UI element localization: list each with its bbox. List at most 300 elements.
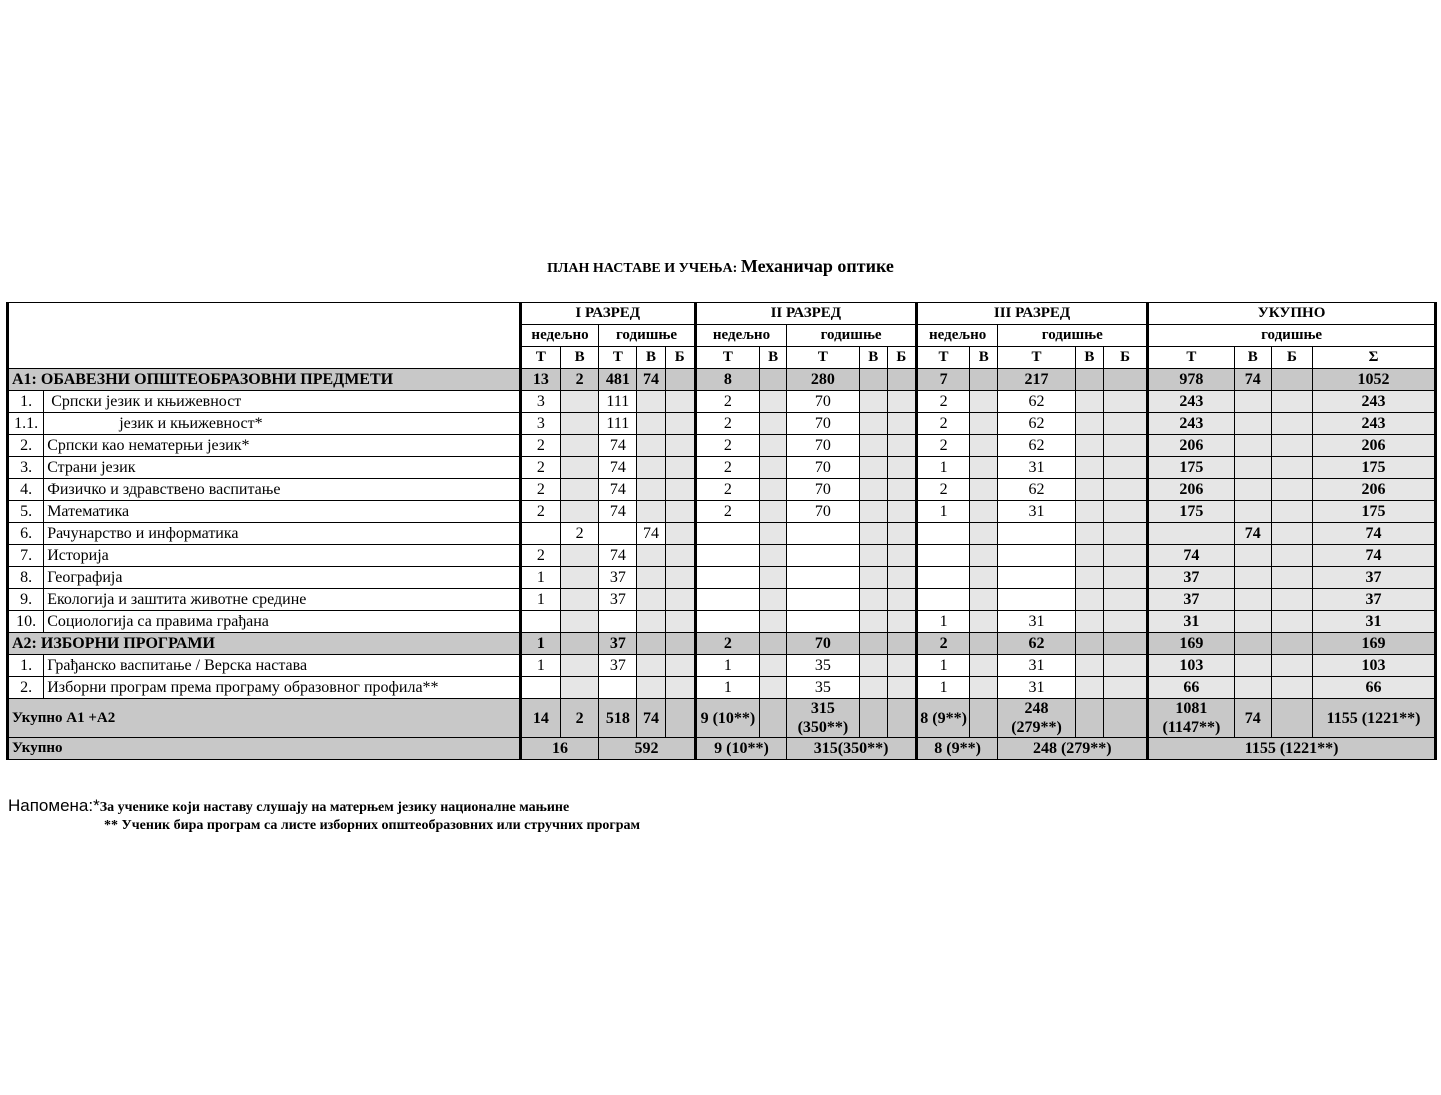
overall-total: 1155 (1221**) bbox=[1148, 738, 1436, 760]
value-cell bbox=[1234, 501, 1271, 523]
value-cell: 206 bbox=[1148, 435, 1234, 457]
value-cell bbox=[887, 545, 916, 567]
value-cell bbox=[561, 435, 599, 457]
value-cell bbox=[1075, 501, 1103, 523]
section-value bbox=[561, 633, 599, 655]
value-cell bbox=[561, 655, 599, 677]
value-cell bbox=[1103, 677, 1147, 699]
value-cell: 1 bbox=[916, 611, 969, 633]
value-cell bbox=[1075, 391, 1103, 413]
subject-name: Рачунарство и информатика bbox=[44, 523, 521, 545]
value-cell bbox=[637, 655, 665, 677]
value-cell: 1 bbox=[916, 457, 969, 479]
grand-total-row bbox=[8, 738, 1436, 760]
value-cell: 70 bbox=[787, 435, 859, 457]
total-value: 1081 (1147**) bbox=[1148, 699, 1234, 738]
header-weekly: недељно bbox=[916, 325, 997, 347]
value-cell bbox=[1075, 413, 1103, 435]
value-cell: 2 bbox=[916, 479, 969, 501]
value-cell bbox=[760, 655, 787, 677]
value-cell bbox=[1103, 457, 1147, 479]
value-cell bbox=[1234, 457, 1271, 479]
value-cell: 2 bbox=[520, 545, 560, 567]
table-row bbox=[8, 611, 1436, 633]
table-row bbox=[8, 545, 1436, 567]
value-cell bbox=[665, 655, 695, 677]
value-cell: 243 bbox=[1148, 391, 1234, 413]
value-cell bbox=[665, 545, 695, 567]
total-value: 74 bbox=[1234, 699, 1271, 738]
total-value bbox=[1075, 699, 1103, 738]
value-cell bbox=[695, 567, 759, 589]
header-yearly: годишње bbox=[599, 325, 696, 347]
header-yearly: годишње bbox=[787, 325, 917, 347]
value-cell: 2 bbox=[695, 435, 759, 457]
value-cell bbox=[970, 677, 998, 699]
value-cell bbox=[561, 589, 599, 611]
header-v: В bbox=[859, 347, 887, 369]
section-value: 2 bbox=[916, 633, 969, 655]
total-value bbox=[970, 699, 998, 738]
value-cell bbox=[695, 523, 759, 545]
value-cell: 37 bbox=[1313, 589, 1436, 611]
header-sum: Σ bbox=[1313, 347, 1436, 369]
header-b: Б bbox=[665, 347, 695, 369]
table-row bbox=[8, 391, 1436, 413]
total-value: 9 (10**) bbox=[695, 699, 759, 738]
grade3-yearly-total: 248 (279**) bbox=[998, 738, 1148, 760]
table-row bbox=[8, 479, 1436, 501]
section-value: 74 bbox=[637, 369, 665, 391]
value-cell bbox=[887, 479, 916, 501]
value-cell bbox=[1103, 413, 1147, 435]
header-t: Т bbox=[998, 347, 1075, 369]
header-v: В bbox=[561, 347, 599, 369]
note-1: За ученике који наставу слушају на матерњем језику националне мањине bbox=[99, 800, 570, 815]
table-row bbox=[8, 677, 1436, 699]
value-cell bbox=[1271, 589, 1312, 611]
value-cell bbox=[1271, 611, 1312, 633]
value-cell bbox=[916, 545, 969, 567]
value-cell bbox=[1103, 589, 1147, 611]
value-cell bbox=[520, 523, 560, 545]
header-v: В bbox=[970, 347, 998, 369]
table-row bbox=[8, 457, 1436, 479]
value-cell bbox=[998, 545, 1075, 567]
section-row bbox=[8, 633, 1436, 655]
value-cell: 2 bbox=[695, 391, 759, 413]
value-cell: 243 bbox=[1313, 413, 1436, 435]
value-cell bbox=[787, 567, 859, 589]
value-cell: 2 bbox=[520, 479, 560, 501]
value-cell bbox=[887, 501, 916, 523]
total-value: 315 (350**) bbox=[787, 699, 859, 738]
value-cell bbox=[760, 523, 787, 545]
value-cell bbox=[859, 501, 887, 523]
value-cell bbox=[998, 523, 1075, 545]
value-cell bbox=[1234, 677, 1271, 699]
section-value: 280 bbox=[787, 369, 859, 391]
value-cell bbox=[1075, 611, 1103, 633]
value-cell bbox=[859, 545, 887, 567]
value-cell: 31 bbox=[998, 457, 1075, 479]
row-number: 10. bbox=[8, 611, 44, 633]
value-cell bbox=[665, 523, 695, 545]
value-cell: 31 bbox=[998, 501, 1075, 523]
section-value bbox=[887, 369, 916, 391]
row-number: 6. bbox=[8, 523, 44, 545]
header-v: В bbox=[760, 347, 787, 369]
value-cell bbox=[760, 457, 787, 479]
value-cell bbox=[887, 457, 916, 479]
subject-name: Географија bbox=[44, 567, 521, 589]
header-v: В bbox=[1234, 347, 1271, 369]
notes-label: Напомена:* bbox=[8, 796, 100, 815]
section-label: А1: ОБАВЕЗНИ ОПШТЕОБРАЗОВНИ ПРЕДМЕТИ bbox=[8, 369, 521, 391]
row-number: 1. bbox=[8, 391, 44, 413]
value-cell: 70 bbox=[787, 479, 859, 501]
value-cell bbox=[599, 523, 637, 545]
value-cell bbox=[1271, 457, 1312, 479]
total-a1-a2-row bbox=[8, 699, 1436, 738]
value-cell: 31 bbox=[998, 655, 1075, 677]
table-row bbox=[8, 523, 1436, 545]
value-cell bbox=[887, 391, 916, 413]
section-value: 169 bbox=[1313, 633, 1436, 655]
value-cell: 74 bbox=[599, 435, 637, 457]
row-number: 8. bbox=[8, 567, 44, 589]
value-cell bbox=[561, 479, 599, 501]
value-cell: 2 bbox=[561, 523, 599, 545]
header-v: В bbox=[1075, 347, 1103, 369]
value-cell bbox=[561, 501, 599, 523]
header-b: Б bbox=[1271, 347, 1312, 369]
header-b: Б bbox=[887, 347, 916, 369]
value-cell bbox=[1075, 677, 1103, 699]
value-cell bbox=[1075, 457, 1103, 479]
section-value: 70 bbox=[787, 633, 859, 655]
value-cell: 74 bbox=[1313, 545, 1436, 567]
header-grade-1: I РАЗРЕД bbox=[520, 303, 695, 325]
subject-name: Математика bbox=[44, 501, 521, 523]
section-value: 37 bbox=[599, 633, 637, 655]
total-value bbox=[1271, 699, 1312, 738]
value-cell bbox=[859, 435, 887, 457]
value-cell bbox=[1234, 567, 1271, 589]
value-cell bbox=[599, 611, 637, 633]
subject-name: језик и књижевност* bbox=[44, 413, 521, 435]
value-cell bbox=[859, 413, 887, 435]
value-cell bbox=[1103, 545, 1147, 567]
page-title bbox=[0, 256, 1441, 277]
value-cell: 2 bbox=[520, 457, 560, 479]
grade1-weekly-total: 16 bbox=[520, 738, 598, 760]
value-cell: 37 bbox=[1148, 589, 1234, 611]
value-cell: 62 bbox=[998, 479, 1075, 501]
section-value bbox=[1271, 633, 1312, 655]
value-cell bbox=[637, 413, 665, 435]
value-cell bbox=[970, 523, 998, 545]
value-cell bbox=[1271, 567, 1312, 589]
total-value bbox=[887, 699, 916, 738]
subject-name: Страни језик bbox=[44, 457, 521, 479]
section-value bbox=[1075, 633, 1103, 655]
value-cell bbox=[637, 611, 665, 633]
section-value bbox=[970, 633, 998, 655]
value-cell bbox=[665, 413, 695, 435]
value-cell: 175 bbox=[1148, 457, 1234, 479]
value-cell: 2 bbox=[916, 413, 969, 435]
section-value: 481 bbox=[599, 369, 637, 391]
value-cell: 103 bbox=[1148, 655, 1234, 677]
value-cell bbox=[760, 545, 787, 567]
value-cell: 206 bbox=[1313, 479, 1436, 501]
value-cell bbox=[887, 589, 916, 611]
notes bbox=[8, 796, 641, 833]
value-cell bbox=[665, 457, 695, 479]
table-row bbox=[8, 655, 1436, 677]
section-value: 8 bbox=[695, 369, 759, 391]
value-cell: 74 bbox=[1234, 523, 1271, 545]
total-a1-a2-label: Укупно А1 +А2 bbox=[8, 699, 521, 738]
section-value: 2 bbox=[561, 369, 599, 391]
value-cell bbox=[1234, 391, 1271, 413]
header-v: В bbox=[637, 347, 665, 369]
value-cell: 31 bbox=[998, 611, 1075, 633]
grade3-weekly-total: 8 (9**) bbox=[916, 738, 997, 760]
value-cell: 31 bbox=[1148, 611, 1234, 633]
value-cell bbox=[970, 457, 998, 479]
table-row bbox=[8, 501, 1436, 523]
value-cell bbox=[970, 545, 998, 567]
subject-name: Историја bbox=[44, 545, 521, 567]
grand-total-label: Укупно bbox=[8, 738, 521, 760]
value-cell bbox=[561, 545, 599, 567]
total-value bbox=[665, 699, 695, 738]
value-cell bbox=[1103, 435, 1147, 457]
value-cell: 74 bbox=[637, 523, 665, 545]
value-cell bbox=[1103, 479, 1147, 501]
value-cell bbox=[998, 567, 1075, 589]
title-profile: Механичар оптике bbox=[740, 256, 894, 276]
grade2-weekly-total: 9 (10**) bbox=[695, 738, 786, 760]
value-cell: 2 bbox=[520, 435, 560, 457]
value-cell: 74 bbox=[599, 501, 637, 523]
total-value bbox=[760, 699, 787, 738]
table-row bbox=[8, 589, 1436, 611]
value-cell bbox=[887, 523, 916, 545]
value-cell bbox=[998, 589, 1075, 611]
value-cell: 2 bbox=[695, 479, 759, 501]
value-cell bbox=[916, 567, 969, 589]
header-blank bbox=[8, 303, 521, 369]
section-value bbox=[970, 369, 998, 391]
value-cell bbox=[1148, 523, 1234, 545]
value-cell bbox=[637, 391, 665, 413]
header-total: УКУПНО bbox=[1148, 303, 1436, 325]
value-cell: 2 bbox=[695, 413, 759, 435]
value-cell bbox=[637, 501, 665, 523]
value-cell bbox=[760, 677, 787, 699]
value-cell: 66 bbox=[1148, 677, 1234, 699]
value-cell bbox=[970, 611, 998, 633]
value-cell bbox=[887, 435, 916, 457]
value-cell: 3 bbox=[520, 391, 560, 413]
value-cell: 74 bbox=[599, 479, 637, 501]
value-cell bbox=[1234, 545, 1271, 567]
value-cell: 2 bbox=[695, 501, 759, 523]
header-row-grades bbox=[8, 303, 1436, 325]
value-cell bbox=[859, 523, 887, 545]
header-t: Т bbox=[787, 347, 859, 369]
value-cell bbox=[760, 589, 787, 611]
section-value: 217 bbox=[998, 369, 1075, 391]
value-cell bbox=[887, 611, 916, 633]
value-cell bbox=[887, 677, 916, 699]
subject-name: Социологија са правима грађана bbox=[44, 611, 521, 633]
value-cell bbox=[665, 611, 695, 633]
value-cell bbox=[637, 677, 665, 699]
value-cell bbox=[760, 479, 787, 501]
section-value: 978 bbox=[1148, 369, 1234, 391]
value-cell bbox=[859, 457, 887, 479]
section-value bbox=[1075, 369, 1103, 391]
row-number: 3. bbox=[8, 457, 44, 479]
value-cell bbox=[859, 567, 887, 589]
value-cell: 206 bbox=[1313, 435, 1436, 457]
value-cell bbox=[760, 611, 787, 633]
value-cell: 37 bbox=[599, 567, 637, 589]
subject-name: Српски језик и књижевност bbox=[44, 391, 521, 413]
value-cell: 1 bbox=[520, 589, 560, 611]
value-cell: 31 bbox=[998, 677, 1075, 699]
value-cell: 1 bbox=[695, 655, 759, 677]
row-number: 5. bbox=[8, 501, 44, 523]
section-row bbox=[8, 369, 1436, 391]
value-cell bbox=[970, 589, 998, 611]
section-value bbox=[859, 369, 887, 391]
section-value: 169 bbox=[1148, 633, 1234, 655]
subject-name: Српски као нематерњи језик* bbox=[44, 435, 521, 457]
value-cell bbox=[1075, 435, 1103, 457]
header-weekly: недељно bbox=[520, 325, 598, 347]
section-value bbox=[1271, 369, 1312, 391]
value-cell: 37 bbox=[1148, 567, 1234, 589]
value-cell bbox=[970, 435, 998, 457]
header-yearly: годишње bbox=[1148, 325, 1436, 347]
table-row bbox=[8, 413, 1436, 435]
section-value: 74 bbox=[1234, 369, 1271, 391]
value-cell: 37 bbox=[1313, 567, 1436, 589]
header-weekly: недељно bbox=[695, 325, 786, 347]
value-cell bbox=[665, 479, 695, 501]
header-t: Т bbox=[599, 347, 637, 369]
section-value: 2 bbox=[695, 633, 759, 655]
value-cell bbox=[1075, 545, 1103, 567]
value-cell bbox=[760, 413, 787, 435]
value-cell: 2 bbox=[916, 391, 969, 413]
value-cell bbox=[859, 611, 887, 633]
value-cell: 206 bbox=[1148, 479, 1234, 501]
row-number: 4. bbox=[8, 479, 44, 501]
note-2: ** Ученик бира програм са листе изборних општеобразовних или стручних програм bbox=[104, 818, 641, 833]
value-cell bbox=[1234, 589, 1271, 611]
value-cell bbox=[637, 457, 665, 479]
header-yearly: годишње bbox=[998, 325, 1148, 347]
value-cell bbox=[787, 589, 859, 611]
total-value bbox=[1103, 699, 1147, 738]
value-cell: 1 bbox=[916, 501, 969, 523]
value-cell: 37 bbox=[599, 655, 637, 677]
value-cell: 2 bbox=[916, 435, 969, 457]
row-number: 2. bbox=[8, 435, 44, 457]
value-cell bbox=[637, 589, 665, 611]
value-cell bbox=[1271, 545, 1312, 567]
value-cell bbox=[637, 545, 665, 567]
value-cell bbox=[1271, 479, 1312, 501]
value-cell bbox=[1234, 611, 1271, 633]
value-cell: 1 bbox=[520, 567, 560, 589]
total-value: 2 bbox=[561, 699, 599, 738]
value-cell bbox=[859, 655, 887, 677]
value-cell bbox=[665, 567, 695, 589]
value-cell bbox=[760, 435, 787, 457]
header-t: Т bbox=[1148, 347, 1234, 369]
value-cell bbox=[760, 567, 787, 589]
value-cell bbox=[970, 655, 998, 677]
value-cell: 3 bbox=[520, 413, 560, 435]
total-value bbox=[859, 699, 887, 738]
value-cell: 62 bbox=[998, 391, 1075, 413]
value-cell bbox=[561, 413, 599, 435]
section-value bbox=[665, 633, 695, 655]
value-cell: 70 bbox=[787, 413, 859, 435]
section-value bbox=[1103, 633, 1147, 655]
value-cell bbox=[859, 391, 887, 413]
value-cell bbox=[787, 611, 859, 633]
value-cell bbox=[1103, 655, 1147, 677]
value-cell bbox=[1234, 435, 1271, 457]
value-cell bbox=[1234, 413, 1271, 435]
value-cell bbox=[1271, 391, 1312, 413]
value-cell: 103 bbox=[1313, 655, 1436, 677]
value-cell bbox=[561, 677, 599, 699]
total-value: 1155 (1221**) bbox=[1313, 699, 1436, 738]
value-cell bbox=[1075, 523, 1103, 545]
value-cell: 37 bbox=[599, 589, 637, 611]
header-t: Т bbox=[520, 347, 560, 369]
section-value bbox=[887, 633, 916, 655]
value-cell bbox=[665, 677, 695, 699]
value-cell: 175 bbox=[1313, 501, 1436, 523]
value-cell bbox=[561, 457, 599, 479]
value-cell bbox=[1271, 501, 1312, 523]
value-cell bbox=[760, 501, 787, 523]
value-cell bbox=[665, 391, 695, 413]
value-cell: 243 bbox=[1313, 391, 1436, 413]
value-cell: 74 bbox=[599, 457, 637, 479]
value-cell bbox=[561, 611, 599, 633]
subject-name: Екологија и заштита животне средине bbox=[44, 589, 521, 611]
value-cell: 2 bbox=[520, 501, 560, 523]
section-value bbox=[760, 369, 787, 391]
value-cell: 1 bbox=[916, 655, 969, 677]
value-cell bbox=[520, 611, 560, 633]
section-value: 1 bbox=[520, 633, 560, 655]
value-cell: 66 bbox=[1313, 677, 1436, 699]
value-cell bbox=[787, 545, 859, 567]
value-cell: 70 bbox=[787, 391, 859, 413]
